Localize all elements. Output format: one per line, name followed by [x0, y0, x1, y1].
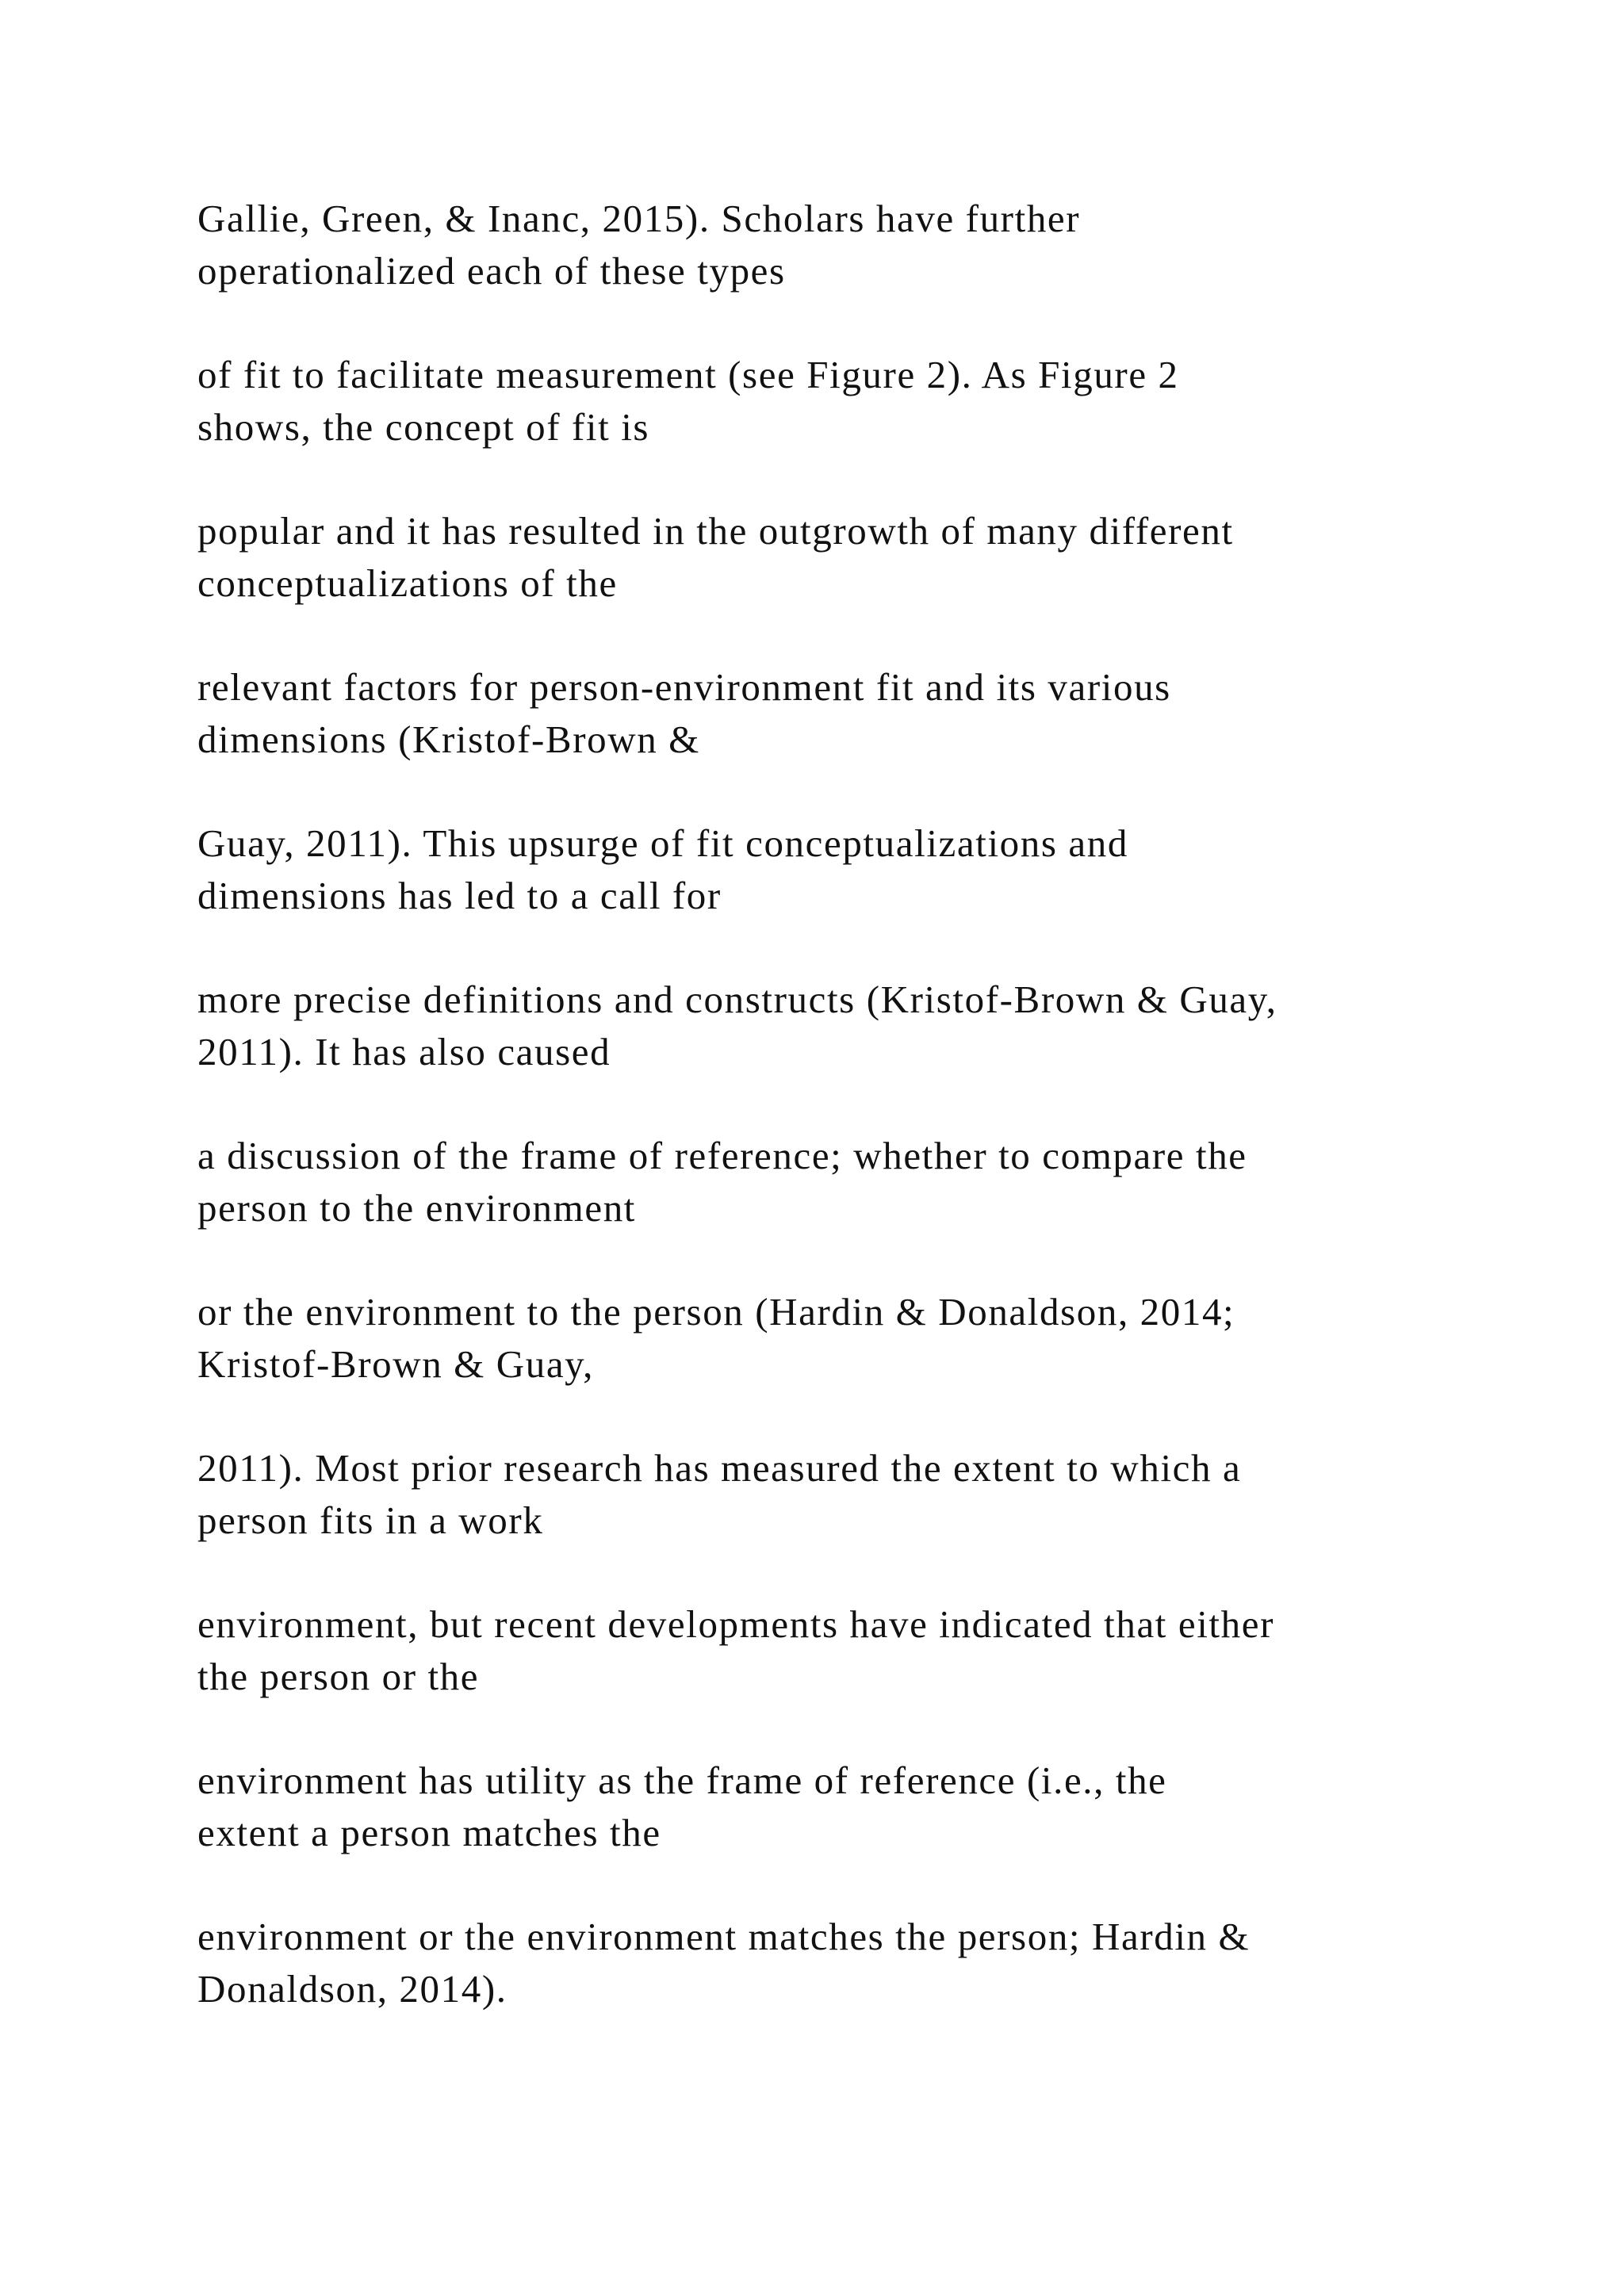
text-line: dimensions has led to a call for — [197, 874, 722, 917]
paragraph-7 — [197, 1130, 1545, 1234]
text-line: 2011). Most prior research has measured the extent to which a — [197, 1446, 1242, 1490]
text-line: shows, the concept of fit is — [197, 405, 650, 449]
paragraph-3 — [197, 505, 1545, 610]
paragraph-1 — [197, 193, 1545, 297]
text-line: conceptualizations of the — [197, 561, 618, 605]
text-line: of fit to facilitate measurement (see Figure 2). As Figure 2 — [197, 353, 1179, 396]
text-line: 2011). It has also caused — [197, 1030, 611, 1073]
text-line: environment or the environment matches the person; Hardin & — [197, 1915, 1251, 1958]
text-line: person to the environment — [197, 1186, 637, 1230]
text-line: extent a person matches the — [197, 1811, 661, 1854]
paragraph-6 — [197, 974, 1545, 1078]
paragraph-4 — [197, 661, 1545, 766]
document-body — [197, 193, 1545, 2067]
text-line: operationalized each of these types — [197, 249, 786, 293]
text-line: popular and it has resulted in the outgrowth of many different — [197, 509, 1234, 553]
text-line: or the environment to the person (Hardin & Donaldson, 2014; — [197, 1290, 1235, 1334]
text-line: Gallie, Green, & Inanc, 2015). Scholars have further — [197, 197, 1081, 240]
paragraph-9 — [197, 1442, 1545, 1547]
text-line: person fits in a work — [197, 1498, 544, 1542]
text-line: environment has utility as the frame of reference (i.e., the — [197, 1758, 1167, 1802]
text-line: the person or the — [197, 1655, 480, 1698]
text-line: relevant factors for person-environment fit and its various — [197, 665, 1171, 709]
paragraph-2 — [197, 349, 1545, 453]
paragraph-5 — [197, 817, 1545, 922]
paragraph-8 — [197, 1286, 1545, 1391]
text-line: Kristof-Brown & Guay, — [197, 1342, 594, 1386]
text-line: more precise definitions and constructs (Kristof-Brown & Guay, — [197, 978, 1277, 1021]
paragraph-11 — [197, 1755, 1545, 1859]
text-line: environment, but recent developments have indicated that either — [197, 1602, 1275, 1646]
text-line: dimensions (Kristof-Brown & — [197, 718, 700, 761]
text-line: Guay, 2011). This upsurge of fit conceptualizations and — [197, 821, 1128, 865]
text-line: a discussion of the frame of reference; whether to compare the — [197, 1134, 1247, 1177]
paragraph-10 — [197, 1598, 1545, 1703]
text-line: Donaldson, 2014). — [197, 1967, 508, 2011]
paragraph-12 — [197, 1911, 1545, 2015]
